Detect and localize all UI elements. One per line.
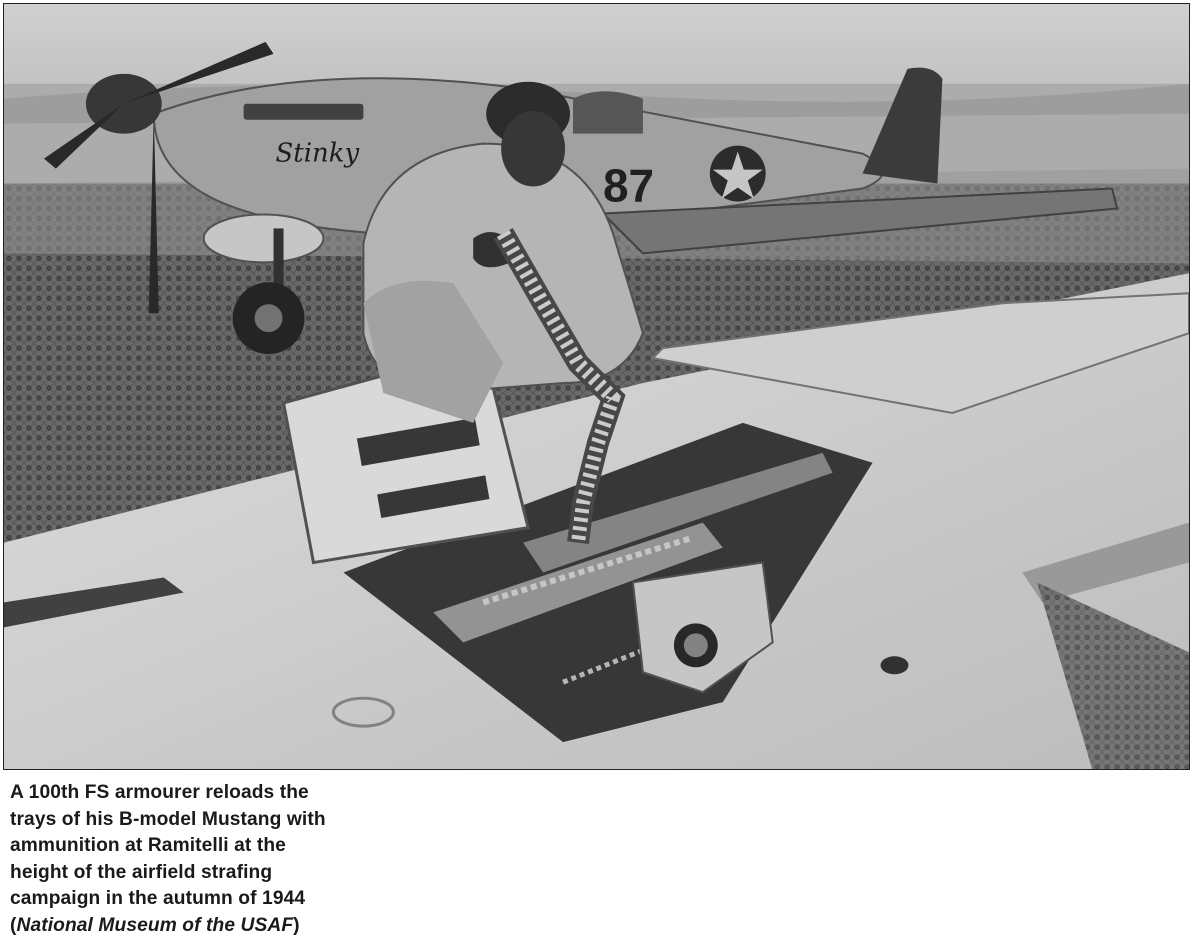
photo-illustration [4,4,1189,769]
caption-line: campaign in the autumn of 1944 [10,888,306,909]
fuselage-code: 87 [602,159,655,212]
photograph [3,3,1190,770]
caption-line: A 100th FS armourer reloads the [10,782,309,803]
nose-art-text: Stinky [275,138,360,169]
credit-open-paren: ( [10,914,17,936]
photo-caption [10,780,370,939]
caption-line: trays of his B-model Mustang with [10,808,326,830]
caption-line: height of the airfield strafing [10,861,273,883]
photo-credit [10,913,370,940]
credit-name: National Museum of the USAF [16,914,294,936]
caption-line: ammunition at Ramitelli at the [10,835,286,856]
credit-close-paren: ) [293,914,300,936]
